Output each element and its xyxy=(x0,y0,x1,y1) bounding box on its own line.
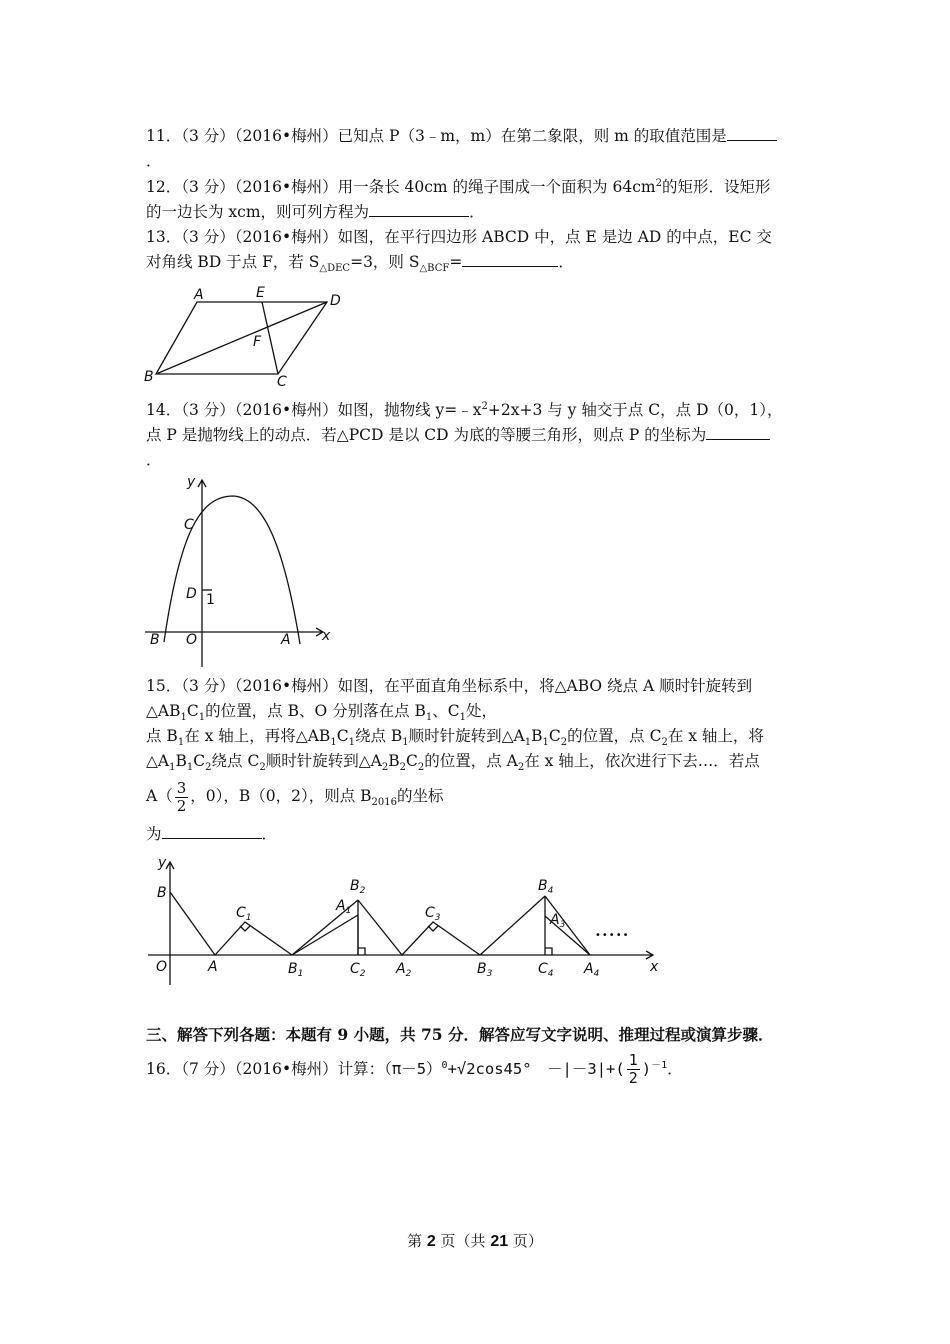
label-b2: $B_2$ xyxy=(350,878,366,896)
q16-expression xyxy=(384,1051,668,1087)
q11-line2: ． xyxy=(146,152,162,170)
q12-text-d: ． xyxy=(469,203,485,221)
q15-s7: 1 xyxy=(348,737,355,749)
q16-line xyxy=(146,1052,683,1087)
q15-t1: △AB xyxy=(146,702,181,720)
path-b1-a1-b2-c2 xyxy=(292,915,358,955)
q15-s20: 2 xyxy=(517,762,525,774)
label-b3: $B_3$ xyxy=(477,961,493,979)
q13-text-a: 对角线 BD 于点 F，若 S xyxy=(146,253,320,271)
q15-line4 xyxy=(146,751,760,774)
label-c: C xyxy=(184,517,194,533)
q16-end: ． xyxy=(667,1060,683,1078)
label-c1: $C_1$ xyxy=(236,905,252,923)
label-b: B xyxy=(157,885,167,901)
q16-fraction xyxy=(627,1052,640,1087)
footer-text-a: 第 xyxy=(407,1232,427,1250)
q13-sub2: △BCF xyxy=(419,263,450,275)
q15-s3: 1 xyxy=(425,712,433,724)
q12-text-a: 12．（3 分）（2016•梅州）用一条长 40cm 的绳子围成一个面积为 64cm xyxy=(146,178,656,196)
page-footer xyxy=(0,1230,950,1251)
q15-t21: C xyxy=(405,752,418,770)
q15-s1: 1 xyxy=(180,712,187,724)
q15-s18: 2 xyxy=(399,762,406,774)
q16-expneg: －1 xyxy=(651,1059,668,1071)
continuation-dots: ••••• xyxy=(595,930,630,941)
label-a2: $A_2$ xyxy=(396,961,412,979)
label-c2: $C_2$ xyxy=(350,961,366,979)
q15-t28: ． xyxy=(261,825,278,843)
label-o: O xyxy=(156,959,168,975)
label-a4: $A_4$ xyxy=(584,961,600,979)
q15-frac-den: 2 xyxy=(176,796,187,815)
q12-answer-blank xyxy=(369,202,469,217)
q15-s19: 2 xyxy=(417,762,425,774)
q16-expr2: +√2cos45° －|－3|+( xyxy=(447,1060,625,1078)
q15-answer-blank xyxy=(162,824,262,839)
label-c4: $C_4$ xyxy=(538,961,554,979)
q13-text-c: = xyxy=(449,253,463,271)
q15-t7: 在 x 轴上，再将△AB xyxy=(184,727,331,745)
q13-parallelogram-figure xyxy=(140,282,360,392)
label-d: D xyxy=(330,293,341,309)
q15-t20: B xyxy=(388,752,400,770)
q13-text-d: ． xyxy=(558,253,574,271)
q15-t16: B xyxy=(175,752,187,770)
q15-t18: 绕点 C xyxy=(211,752,260,770)
q16-expr1: （π－5） xyxy=(384,1060,442,1078)
q15-t26: 的坐标 xyxy=(397,787,444,805)
label-a: A xyxy=(208,959,218,975)
q15-t23: 在 x 轴上，依次进行下去…．若点 xyxy=(524,752,760,770)
q15-s15: 2 xyxy=(205,762,212,774)
q15-s21: 2016 xyxy=(371,797,397,809)
q11-line1 xyxy=(146,126,777,146)
q15-t10: 顺时针旋转到△A xyxy=(408,727,525,745)
q15-s17: 2 xyxy=(381,762,389,774)
q12-line1 xyxy=(146,177,770,197)
q15-frac-num: 3 xyxy=(176,778,187,797)
label-a3: $A_3$ xyxy=(550,912,566,930)
q15-s11: 2 xyxy=(560,737,568,749)
label-y: y xyxy=(187,474,196,490)
q15-t12: C xyxy=(548,727,561,745)
label-f: F xyxy=(253,334,262,350)
q14-line2 xyxy=(146,425,770,445)
q13-sub1: △DEC xyxy=(319,263,351,275)
path-b2-a2-c3-b3 xyxy=(358,900,480,955)
label-b1: $B_1$ xyxy=(288,961,304,979)
right-angle-c2 xyxy=(358,948,365,955)
q15-s10: 1 xyxy=(542,737,549,749)
q15-line1: 15．（3 分）（2016•梅州）如图，在平面直角坐标系中，将△ABO 绕点 A 顺时针旋转到 xyxy=(146,677,753,695)
q15-s5: 1 xyxy=(177,737,185,749)
q16-expr3: ) xyxy=(641,1060,652,1078)
label-b: B xyxy=(144,369,154,385)
right-angle-c3 xyxy=(428,926,438,931)
q15-line2 xyxy=(146,701,498,724)
right-angle-c4 xyxy=(545,948,552,955)
q15-s8: 1 xyxy=(402,737,409,749)
q15-t25: ，0），B（0，2），则点 B xyxy=(190,787,372,805)
q14-text-b: +2x+3 与 y 轴交于点 C，点 D（0，1）， xyxy=(487,401,783,419)
q16-frac-den: 2 xyxy=(628,1069,638,1087)
q11-answer-blank xyxy=(727,126,777,141)
label-x: x xyxy=(322,628,331,644)
q12-sup: 2 xyxy=(655,177,662,189)
label-a: A xyxy=(281,632,291,648)
q15-s9: 1 xyxy=(524,737,532,749)
label-y: y xyxy=(158,855,167,871)
q15-line5 xyxy=(146,778,444,815)
label-one: 1 xyxy=(206,592,215,608)
diagonal-bd xyxy=(156,302,327,374)
footer-page-number: 2 xyxy=(426,1233,436,1250)
label-x: x xyxy=(650,959,659,975)
q15-s12: 2 xyxy=(661,737,668,749)
q13-answer-blank xyxy=(462,252,558,267)
q15-t11: B xyxy=(531,727,543,745)
q15-line6 xyxy=(146,824,277,844)
q14-line3: ． xyxy=(146,451,162,469)
q15-s4: 1 xyxy=(459,712,467,724)
q15-t19: 顺时针旋转到△A xyxy=(265,752,382,770)
q14-parabola-figure xyxy=(140,472,340,672)
q16-frac-num: 1 xyxy=(628,1051,638,1069)
section-3-heading: 三、解答下列各题：本题有 9 小题，共 75 分．解答应写文字说明、推理过程或演算步骤． xyxy=(146,1025,774,1044)
q16-exp0: 0 xyxy=(441,1059,448,1071)
q15-t24: A（ xyxy=(146,787,173,805)
label-a: A xyxy=(194,287,204,303)
label-d: D xyxy=(186,586,197,602)
q13-line2 xyxy=(146,252,574,275)
q15-line3 xyxy=(146,726,764,749)
segment-ec xyxy=(262,302,278,374)
footer-text-c: 页） xyxy=(508,1232,543,1250)
q15-t27: 为 xyxy=(146,825,162,843)
q15-s14: 1 xyxy=(186,762,194,774)
q14-sup: 2 xyxy=(481,400,488,412)
footer-total-pages: 21 xyxy=(490,1233,509,1250)
label-b: B xyxy=(150,632,160,648)
q14-text-a: 14．（3 分）（2016•梅州）如图，抛物线 y=﹣x xyxy=(146,401,482,419)
q15-t13: 的位置，点 C xyxy=(567,727,662,745)
q15-t15: △A xyxy=(146,752,170,770)
q14-line1 xyxy=(146,400,782,420)
q15-t4: 、C xyxy=(432,702,460,720)
q15-t3: 的位置，点 B、O 分别落在点 B xyxy=(205,702,426,720)
q11-text: 11．（3 分）（2016•梅州）已知点 P（3﹣m，m）在第二象限，则 m 的取值范围是 xyxy=(146,127,727,145)
q15-t5: 处， xyxy=(466,702,498,720)
q12-text-c: 的一边长为 xcm，则可列方程为 xyxy=(146,203,370,221)
label-o: O xyxy=(186,632,198,648)
q12-text-b: 的矩形．设矩形 xyxy=(661,178,771,196)
q14-text-c: 点 P 是抛物线上的动点．若△PCD 是以 CD 为底的等腰三角形，则点 P 的坐标为 xyxy=(146,426,707,444)
label-b4: $B_4$ xyxy=(538,878,554,896)
q13-line1: 13．（3 分）（2016•梅州）如图，在平行四边形 ABCD 中，点 E 是边 AD 的中点，EC 交 xyxy=(146,228,772,246)
q15-t17: C xyxy=(193,752,206,770)
label-a1: $A_1$ xyxy=(336,898,352,916)
q15-t9: 绕点 B xyxy=(354,727,403,745)
q15-t6: 点 B xyxy=(146,727,178,745)
label-e: E xyxy=(256,285,265,301)
path-b-a-c1-b1 xyxy=(170,892,292,955)
q15-s13: 1 xyxy=(169,762,176,774)
label-c3: $C_3$ xyxy=(425,905,441,923)
footer-text-b: 页（共 xyxy=(435,1232,491,1250)
q15-fraction xyxy=(175,780,189,815)
q15-rotation-figure xyxy=(140,850,670,990)
label-c: C xyxy=(277,374,287,390)
q12-line2 xyxy=(146,202,485,222)
q15-t14: 在 x 轴上，将 xyxy=(667,727,764,745)
right-angle-c1 xyxy=(240,926,250,931)
q15-t8: C xyxy=(336,727,349,745)
q15-s16: 2 xyxy=(259,762,266,774)
q15-s6: 1 xyxy=(330,737,337,749)
q14-answer-blank xyxy=(706,425,770,440)
q13-text-b: =3，则 S xyxy=(350,253,420,271)
q15-t22: 的位置，点 A xyxy=(424,752,518,770)
segment-b3-b4 xyxy=(480,896,545,955)
q16-prefix: 16．（7 分）（2016•梅州）计算： xyxy=(146,1060,385,1078)
q15-t2: C xyxy=(186,702,199,720)
q15-s2: 1 xyxy=(198,712,206,724)
